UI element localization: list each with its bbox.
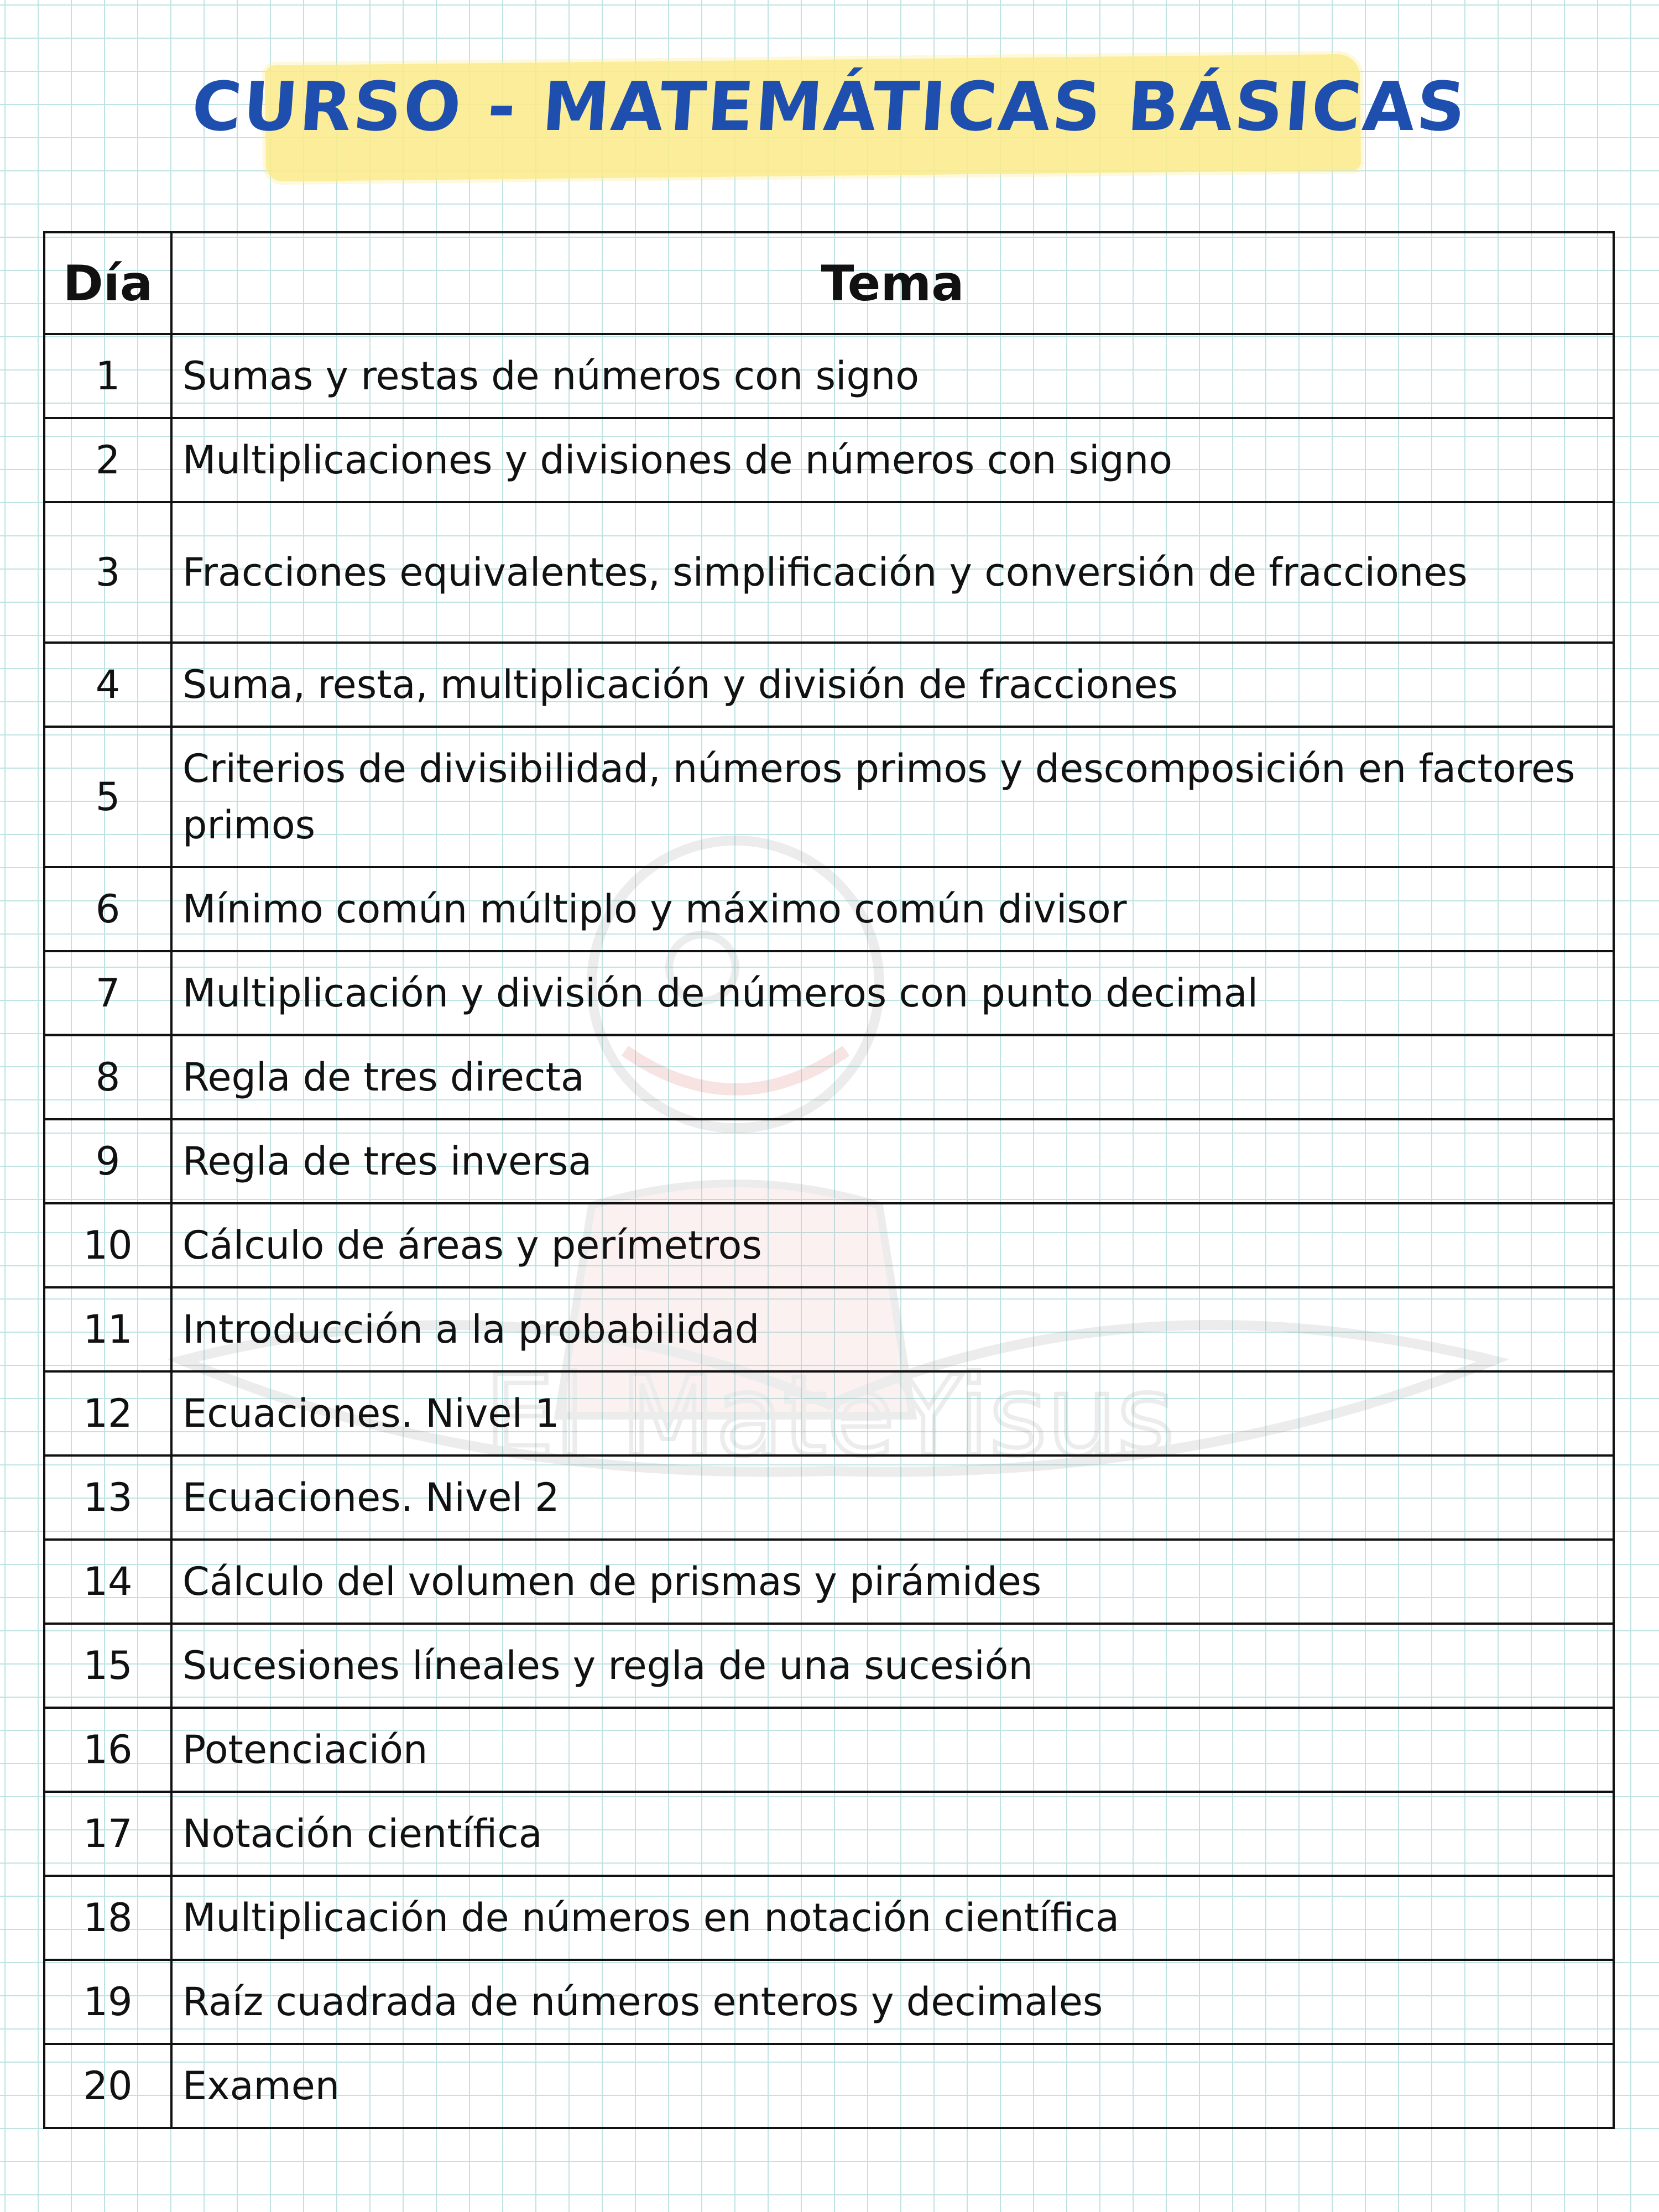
- day-number: 4: [44, 643, 171, 727]
- topic-text: Regla de tres inversa: [171, 1119, 1614, 1203]
- topic-text: Ecuaciones. Nivel 2: [171, 1455, 1614, 1540]
- table-row: [44, 1624, 1614, 1708]
- table-row: [44, 951, 1614, 1035]
- day-number: 1: [44, 334, 171, 418]
- topic-text: Suma, resta, multiplicación y división de fracciones: [171, 643, 1614, 727]
- topic-text: Potenciación: [171, 1708, 1614, 1792]
- table-row: [44, 1960, 1614, 2044]
- topic-text: Multiplicación y división de números con punto decimal: [171, 951, 1614, 1035]
- day-number: 11: [44, 1287, 171, 1371]
- topic-text: Notación científica: [171, 1792, 1614, 1876]
- topic-text: Examen: [171, 2044, 1614, 2128]
- day-number: 6: [44, 867, 171, 951]
- table-header-row: [44, 232, 1614, 334]
- table-row: [44, 1035, 1614, 1119]
- table-row: [44, 1455, 1614, 1540]
- day-number: 12: [44, 1371, 171, 1455]
- topic-text: Mínimo común múltiplo y máximo común divisor: [171, 867, 1614, 951]
- column-header-day: Día: [44, 232, 171, 334]
- column-header-topic: Tema: [171, 232, 1614, 334]
- day-number: 13: [44, 1455, 171, 1540]
- table-row: [44, 2044, 1614, 2128]
- day-number: 18: [44, 1876, 171, 1960]
- day-number: 19: [44, 1960, 171, 2044]
- topic-text: Criterios de divisibilidad, números primos y descomposición en factores primos: [171, 727, 1614, 867]
- page-title: CURSO - MATEMÁTICAS BÁSICAS: [189, 67, 1470, 146]
- table-row: [44, 1876, 1614, 1960]
- day-number: 17: [44, 1792, 171, 1876]
- table-row: [44, 334, 1614, 418]
- table-row: [44, 867, 1614, 951]
- table-row: [44, 1287, 1614, 1371]
- day-number: 7: [44, 951, 171, 1035]
- topic-text: Regla de tres directa: [171, 1035, 1614, 1119]
- table-row: [44, 1371, 1614, 1455]
- table-row: [44, 643, 1614, 727]
- table-row: [44, 1792, 1614, 1876]
- day-number: 3: [44, 502, 171, 643]
- course-table: [43, 231, 1615, 2129]
- topic-text: Raíz cuadrada de números enteros y decimales: [171, 1960, 1614, 2044]
- day-number: 10: [44, 1203, 171, 1287]
- table-row: [44, 1119, 1614, 1203]
- topic-text: Ecuaciones. Nivel 1: [171, 1371, 1614, 1455]
- table-row: [44, 1203, 1614, 1287]
- day-number: 20: [44, 2044, 171, 2128]
- day-number: 2: [44, 418, 171, 502]
- day-number: 15: [44, 1624, 171, 1708]
- table-row: [44, 727, 1614, 867]
- topic-text: Multiplicaciones y divisiones de números con signo: [171, 418, 1614, 502]
- topic-text: Sucesiones líneales y regla de una sucesión: [171, 1624, 1614, 1708]
- table-row: [44, 1708, 1614, 1792]
- watermark-text: El MateYisus: [484, 1352, 1175, 1481]
- topic-text: Fracciones equivalentes, simplificación y conversión de fracciones: [171, 502, 1614, 643]
- topic-text: Sumas y restas de números con signo: [171, 334, 1614, 418]
- topic-text: Cálculo de áreas y perímetros: [171, 1203, 1614, 1287]
- table-row: [44, 1540, 1614, 1624]
- table-row: [44, 418, 1614, 502]
- day-number: 9: [44, 1119, 171, 1203]
- topic-text: Multiplicación de números en notación científica: [171, 1876, 1614, 1960]
- table-row: [44, 502, 1614, 643]
- day-number: 16: [44, 1708, 171, 1792]
- day-number: 8: [44, 1035, 171, 1119]
- day-number: 14: [44, 1540, 171, 1624]
- topic-text: Cálculo del volumen de prismas y pirámides: [171, 1540, 1614, 1624]
- day-number: 5: [44, 727, 171, 867]
- topic-text: Introducción a la probabilidad: [171, 1287, 1614, 1371]
